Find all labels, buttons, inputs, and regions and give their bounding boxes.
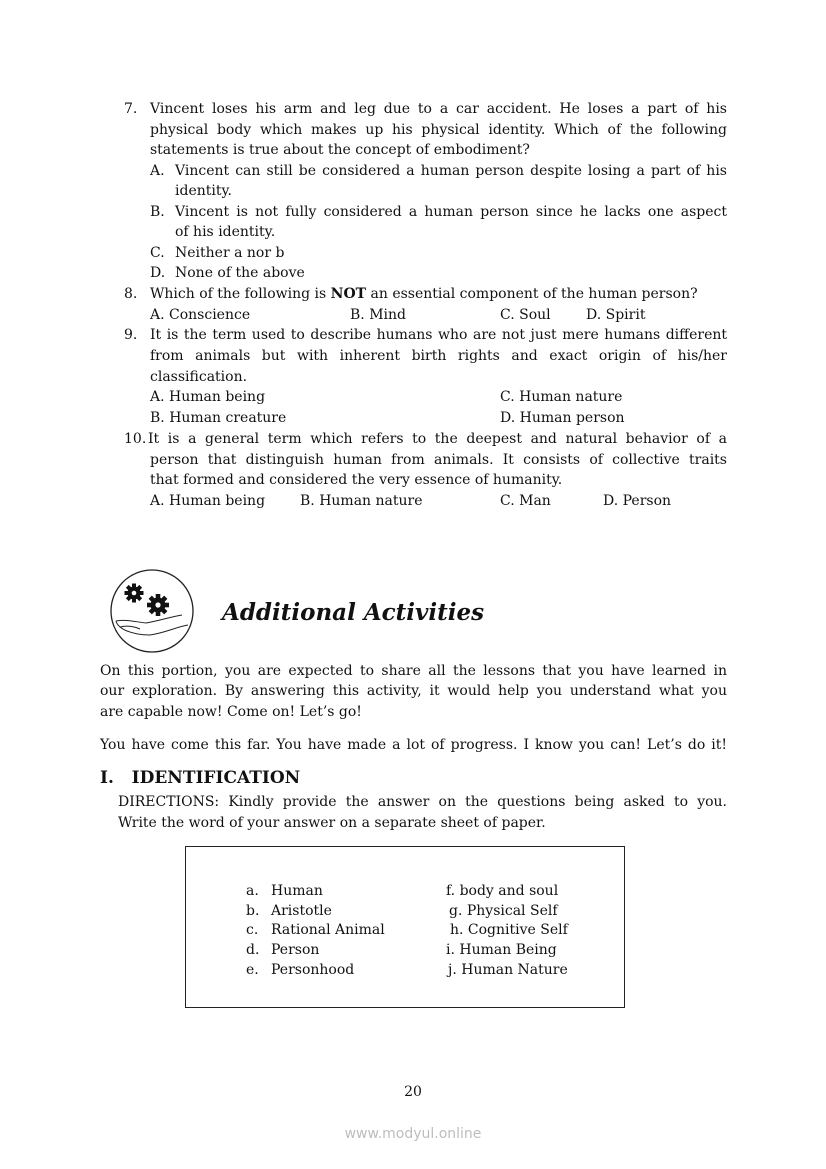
question-9-text: classification. bbox=[150, 369, 248, 385]
page-number: 20 bbox=[404, 1084, 422, 1100]
word-bank-letter: b. bbox=[246, 903, 260, 919]
word-bank-letter: c. bbox=[246, 922, 259, 938]
question-7-text: physical body which makes up his physical identity. Which of the following bbox=[150, 122, 727, 138]
option-d: D. Human person bbox=[500, 410, 625, 426]
question-8-number: 8. bbox=[124, 286, 138, 302]
question-text: Which of the following is bbox=[150, 286, 331, 302]
option-c: C. Man bbox=[500, 493, 551, 509]
option-a: A. Conscience bbox=[150, 307, 251, 323]
question-10-text: that formed and considered the very essence of humanity. bbox=[150, 472, 563, 488]
option-b: B. Human nature bbox=[300, 493, 423, 509]
option-text: None of the above bbox=[175, 265, 305, 281]
option-a: A. Human being bbox=[150, 389, 266, 405]
option-a: A. Human being bbox=[150, 493, 266, 509]
watermark: www.modyul.online bbox=[344, 1126, 482, 1142]
gears-in-hand-icon bbox=[110, 569, 194, 653]
word-bank-item: g. Physical Self bbox=[449, 903, 558, 919]
option-letter: B. bbox=[150, 204, 165, 220]
word-bank-letter: d. bbox=[246, 942, 260, 958]
intro-text: are capable now! Come on! Let’s go! bbox=[100, 704, 362, 720]
identification-heading: I. IDENTIFICATION bbox=[100, 768, 301, 788]
option-c: C. Human nature bbox=[500, 389, 623, 405]
question-10-number: 10. bbox=[124, 431, 147, 447]
option-c: C. Soul bbox=[500, 307, 551, 323]
question-8-text bbox=[150, 284, 698, 304]
option-b: B. Human creature bbox=[150, 410, 287, 426]
word-bank-item: h. Cognitive Self bbox=[450, 922, 568, 938]
word-bank-item: Personhood bbox=[271, 962, 355, 978]
word-bank-item: j. Human Nature bbox=[448, 962, 568, 978]
question-10-text: person that distinguish human from animals. It consists of collective traits bbox=[150, 452, 727, 468]
option-text: of his identity. bbox=[175, 224, 276, 240]
directions-text: Write the word of your answer on a separate sheet of paper. bbox=[118, 815, 546, 831]
option-letter: D. bbox=[150, 265, 166, 281]
question-9-text: from animals but with inherent birth rights and exact origin of his/her bbox=[150, 348, 727, 364]
intro-text: On this portion, you are expected to share all the lessons that you have learned in bbox=[100, 663, 727, 679]
question-7-text: Vincent loses his arm and leg due to a car accident. He loses a part of his bbox=[150, 101, 727, 117]
word-bank-letter: e. bbox=[246, 962, 259, 978]
word-bank-item: Person bbox=[271, 942, 320, 958]
question-10-text: It is a general term which refers to the deepest and natural behavior of a bbox=[148, 431, 727, 447]
word-bank-letter: a. bbox=[246, 883, 259, 899]
question-9-text: It is the term used to describe humans who are not just mere humans different bbox=[150, 327, 727, 343]
section-title: Additional Activities bbox=[222, 599, 485, 626]
directions-text: DIRECTIONS: Kindly provide the answer on the questions being asked to you. bbox=[118, 794, 727, 810]
option-text: Neither a nor b bbox=[175, 245, 285, 261]
option-d: D. Person bbox=[603, 493, 672, 509]
encouragement-text: You have come this far. You have made a lot of progress. I know you can! Let’s do it! bbox=[100, 737, 727, 753]
option-b: B. Mind bbox=[350, 307, 406, 323]
word-bank-item: Rational Animal bbox=[271, 922, 385, 938]
question-9-number: 9. bbox=[124, 327, 138, 343]
option-letter: C. bbox=[150, 245, 165, 261]
word-bank-item: Human bbox=[271, 883, 323, 899]
word-bank-item: f. body and soul bbox=[446, 883, 559, 899]
intro-text: our exploration. By answering this activity, it would help you understand what you bbox=[100, 683, 727, 699]
question-7-text: statements is true about the concept of embodiment? bbox=[150, 142, 530, 158]
word-bank-item: Aristotle bbox=[271, 903, 332, 919]
option-letter: A. bbox=[150, 163, 165, 179]
option-d: D. Spirit bbox=[586, 307, 646, 323]
option-text: Vincent is not fully considered a human person since he lacks one aspect bbox=[175, 204, 727, 220]
option-text: Vincent can still be considered a human person despite losing a part of his bbox=[175, 163, 727, 179]
word-bank-item: i. Human Being bbox=[446, 942, 557, 958]
emphasis: NOT bbox=[330, 286, 367, 302]
option-text: identity. bbox=[175, 183, 232, 199]
question-7-number: 7. bbox=[124, 101, 138, 117]
question-text: an essential component of the human person? bbox=[366, 286, 698, 302]
